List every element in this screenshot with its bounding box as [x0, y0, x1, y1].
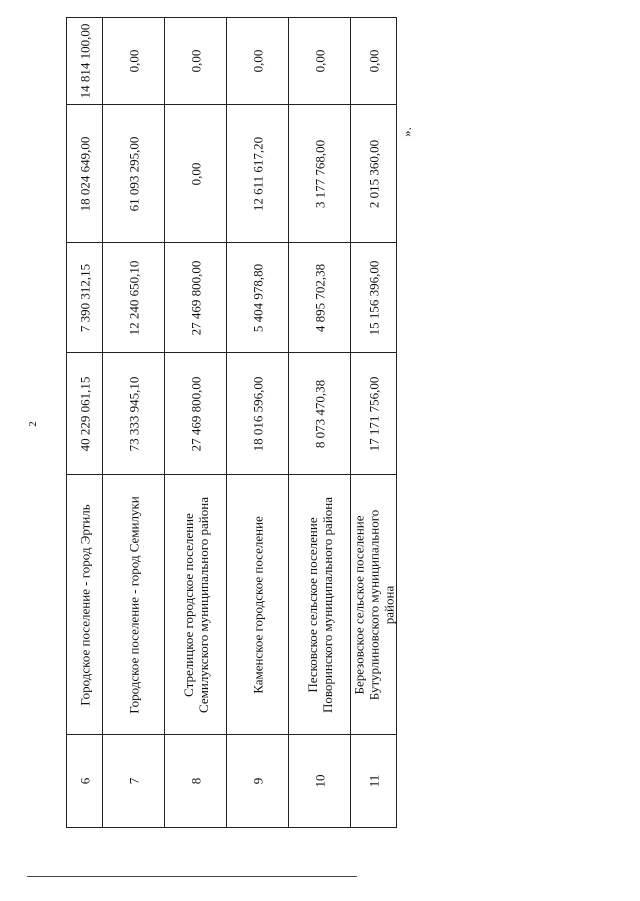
cell-name: Березовское сельское поселение Бутурлиновского муниципального района — [351, 509, 396, 700]
cell-c1: 40 229 061,15 — [77, 376, 92, 451]
cell-c3: 18 024 649,00 — [77, 136, 92, 211]
cell-c2: 15 156 396,00 — [366, 260, 381, 335]
bottom-rule — [27, 876, 357, 877]
cell-num: 7 — [126, 777, 141, 785]
cell-num: 9 — [250, 777, 265, 785]
cell-c2: 27 469 800,00 — [188, 260, 203, 335]
cell-num: 6 — [77, 777, 92, 785]
table-row — [67, 735, 397, 828]
table-row — [67, 243, 397, 353]
cell-c2: 12 240 650,10 — [126, 260, 141, 335]
cell-name: Стрелицкое городское поселение Семилукского муниципального района — [180, 496, 211, 713]
table-row — [67, 353, 397, 475]
cell-c3: 3 177 768,00 — [312, 139, 327, 208]
cell-c4: 14 814 100,00 — [77, 23, 92, 99]
cell-c1: 27 469 800,00 — [188, 376, 203, 451]
cell-c1: 17 171 756,00 — [366, 376, 381, 451]
cell-c3: 12 611 617,20 — [250, 136, 265, 211]
cell-num: 8 — [188, 777, 203, 785]
cell-c3: 61 093 295,00 — [126, 136, 141, 211]
cell-c4: 0,00 — [366, 49, 381, 73]
cell-c3: 2 015 360,00 — [366, 139, 381, 208]
cell-c3: 0,00 — [188, 162, 203, 185]
cell-c4: 0,00 — [312, 49, 327, 73]
cell-c4: 0,00 — [126, 49, 141, 73]
cell-c2: 5 404 978,80 — [250, 263, 265, 332]
cell-c2: 7 390 312,15 — [77, 263, 92, 332]
cell-name: Городское поселение - город Семилуки — [126, 495, 141, 714]
funding-table — [66, 17, 397, 828]
cell-c1: 8 073 470,38 — [312, 379, 327, 448]
cell-c1: 73 333 945,10 — [126, 376, 141, 451]
cell-name: Городское поселение - город Эртиль — [77, 503, 92, 706]
cell-c1: 18 016 596,00 — [250, 376, 265, 451]
page-number: 2 — [26, 421, 39, 427]
table-row — [67, 475, 397, 735]
table-row — [67, 18, 397, 105]
cell-c4: 0,00 — [188, 49, 203, 73]
cell-num: 10 — [312, 774, 327, 788]
cell-num: 11 — [366, 774, 381, 788]
cell-name: Песковское сельское поселение Поворинского муниципального района — [304, 496, 335, 713]
table-row — [67, 105, 397, 243]
cell-c4: 0,00 — [250, 49, 265, 73]
cell-c2: 4 895 702,38 — [312, 263, 327, 332]
cell-name: Каменское городское поселение — [250, 515, 265, 694]
closing-quote: ». — [398, 127, 414, 137]
